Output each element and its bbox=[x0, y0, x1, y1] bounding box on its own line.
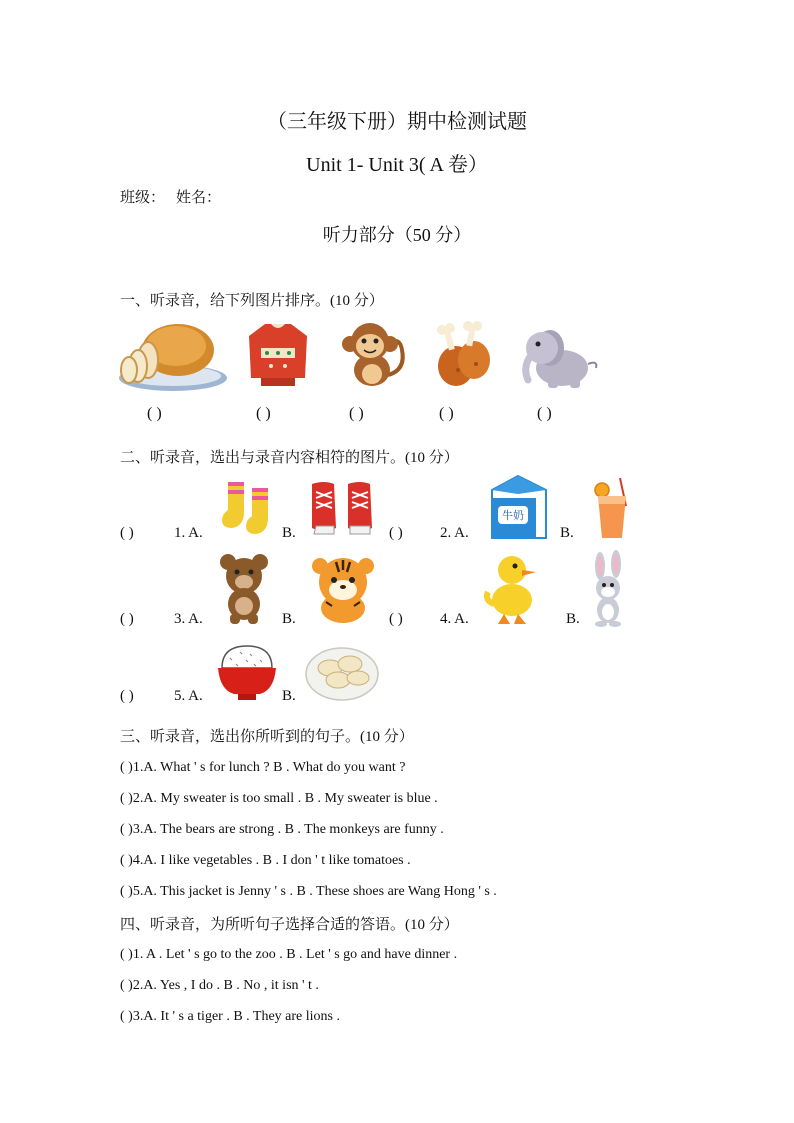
milk-carton-icon bbox=[488, 474, 550, 540]
elephant-icon bbox=[518, 322, 602, 390]
answer-blank[interactable]: ( ) bbox=[537, 405, 552, 422]
answer-blank[interactable]: ( ) bbox=[439, 405, 454, 422]
answer-blank[interactable]: ( ) bbox=[256, 405, 271, 422]
item-number: 5. A. bbox=[174, 688, 203, 704]
answer-paren[interactable]: ( ) bbox=[389, 525, 403, 541]
milk-carton-text: 牛奶 bbox=[502, 509, 524, 522]
question-line: ( )5.A. This jacket is Jenny ' s . B . These shoes are Wang Hong ' s . bbox=[120, 884, 497, 899]
question-line: ( )3.A. It ' s a tiger . B . They are lions . bbox=[120, 1009, 340, 1024]
juice-icon bbox=[590, 476, 634, 540]
part-title: 听力部分（50 分） bbox=[322, 225, 472, 245]
page-subtitle: Unit 1- Unit 3( A 卷） bbox=[306, 154, 488, 176]
bread-icon bbox=[118, 318, 228, 393]
tiger-icon bbox=[306, 554, 380, 624]
section4-heading: 四、听录音，为所听句子选择合适的答语。(10 分） bbox=[120, 917, 459, 933]
section3-heading: 三、听录音，选出你所听到的句子。(10 分） bbox=[120, 729, 414, 745]
question-line: ( )1. A . Let ' s go to the zoo . B . Let ' s go and have dinner . bbox=[120, 947, 458, 962]
sweater-icon bbox=[247, 320, 309, 390]
item-number: 1. A. bbox=[174, 525, 203, 541]
duck-icon bbox=[482, 552, 540, 626]
question-line: ( )4.A. I like vegetables . B . I don ' t like tomatoes . bbox=[120, 853, 411, 868]
option-b-label: B. bbox=[566, 611, 580, 627]
option-b-label: B. bbox=[282, 611, 296, 627]
chicken-leg-icon bbox=[428, 320, 494, 390]
answer-paren[interactable]: ( ) bbox=[120, 525, 134, 541]
question-line: ( )3.A. The bears are strong . B . The monkeys are funny . bbox=[120, 822, 444, 837]
page-title: （三年级下册）期中检测试题 bbox=[267, 111, 527, 133]
item-number: 4. A. bbox=[440, 611, 469, 627]
dumplings-icon bbox=[304, 642, 380, 702]
bear-icon bbox=[216, 552, 272, 624]
class-label: 班级： bbox=[120, 190, 166, 206]
question-line: ( )2.A. My sweater is too small . B . My sweater is blue . bbox=[120, 791, 438, 806]
answer-blank[interactable]: ( ) bbox=[147, 405, 162, 422]
answer-paren[interactable]: ( ) bbox=[120, 688, 134, 704]
answer-paren[interactable]: ( ) bbox=[389, 611, 403, 627]
question-line: ( )2.A. Yes , I do . B . No , it isn ' t . bbox=[120, 978, 319, 993]
item-number: 3. A. bbox=[174, 611, 203, 627]
rabbit-icon bbox=[588, 552, 630, 628]
option-b-label: B. bbox=[282, 525, 296, 541]
name-label: 姓名： bbox=[176, 190, 222, 206]
socks-icon bbox=[218, 478, 280, 540]
shoes-icon bbox=[306, 478, 378, 538]
section2-heading: 二、听录音，选出与录音内容相符的图片。(10 分） bbox=[120, 450, 459, 466]
item-number: 2. A. bbox=[440, 525, 469, 541]
answer-blank[interactable]: ( ) bbox=[349, 405, 364, 422]
section1-heading: 一、听录音，给下列图片排序。(10 分） bbox=[120, 293, 384, 309]
option-b-label: B. bbox=[282, 688, 296, 704]
option-b-label: B. bbox=[560, 525, 574, 541]
rice-bowl-icon bbox=[216, 640, 278, 704]
question-line: ( )1.A. What ' s for lunch ? B . What do you want ? bbox=[120, 760, 406, 775]
answer-paren[interactable]: ( ) bbox=[120, 611, 134, 627]
monkey-icon bbox=[338, 320, 408, 388]
